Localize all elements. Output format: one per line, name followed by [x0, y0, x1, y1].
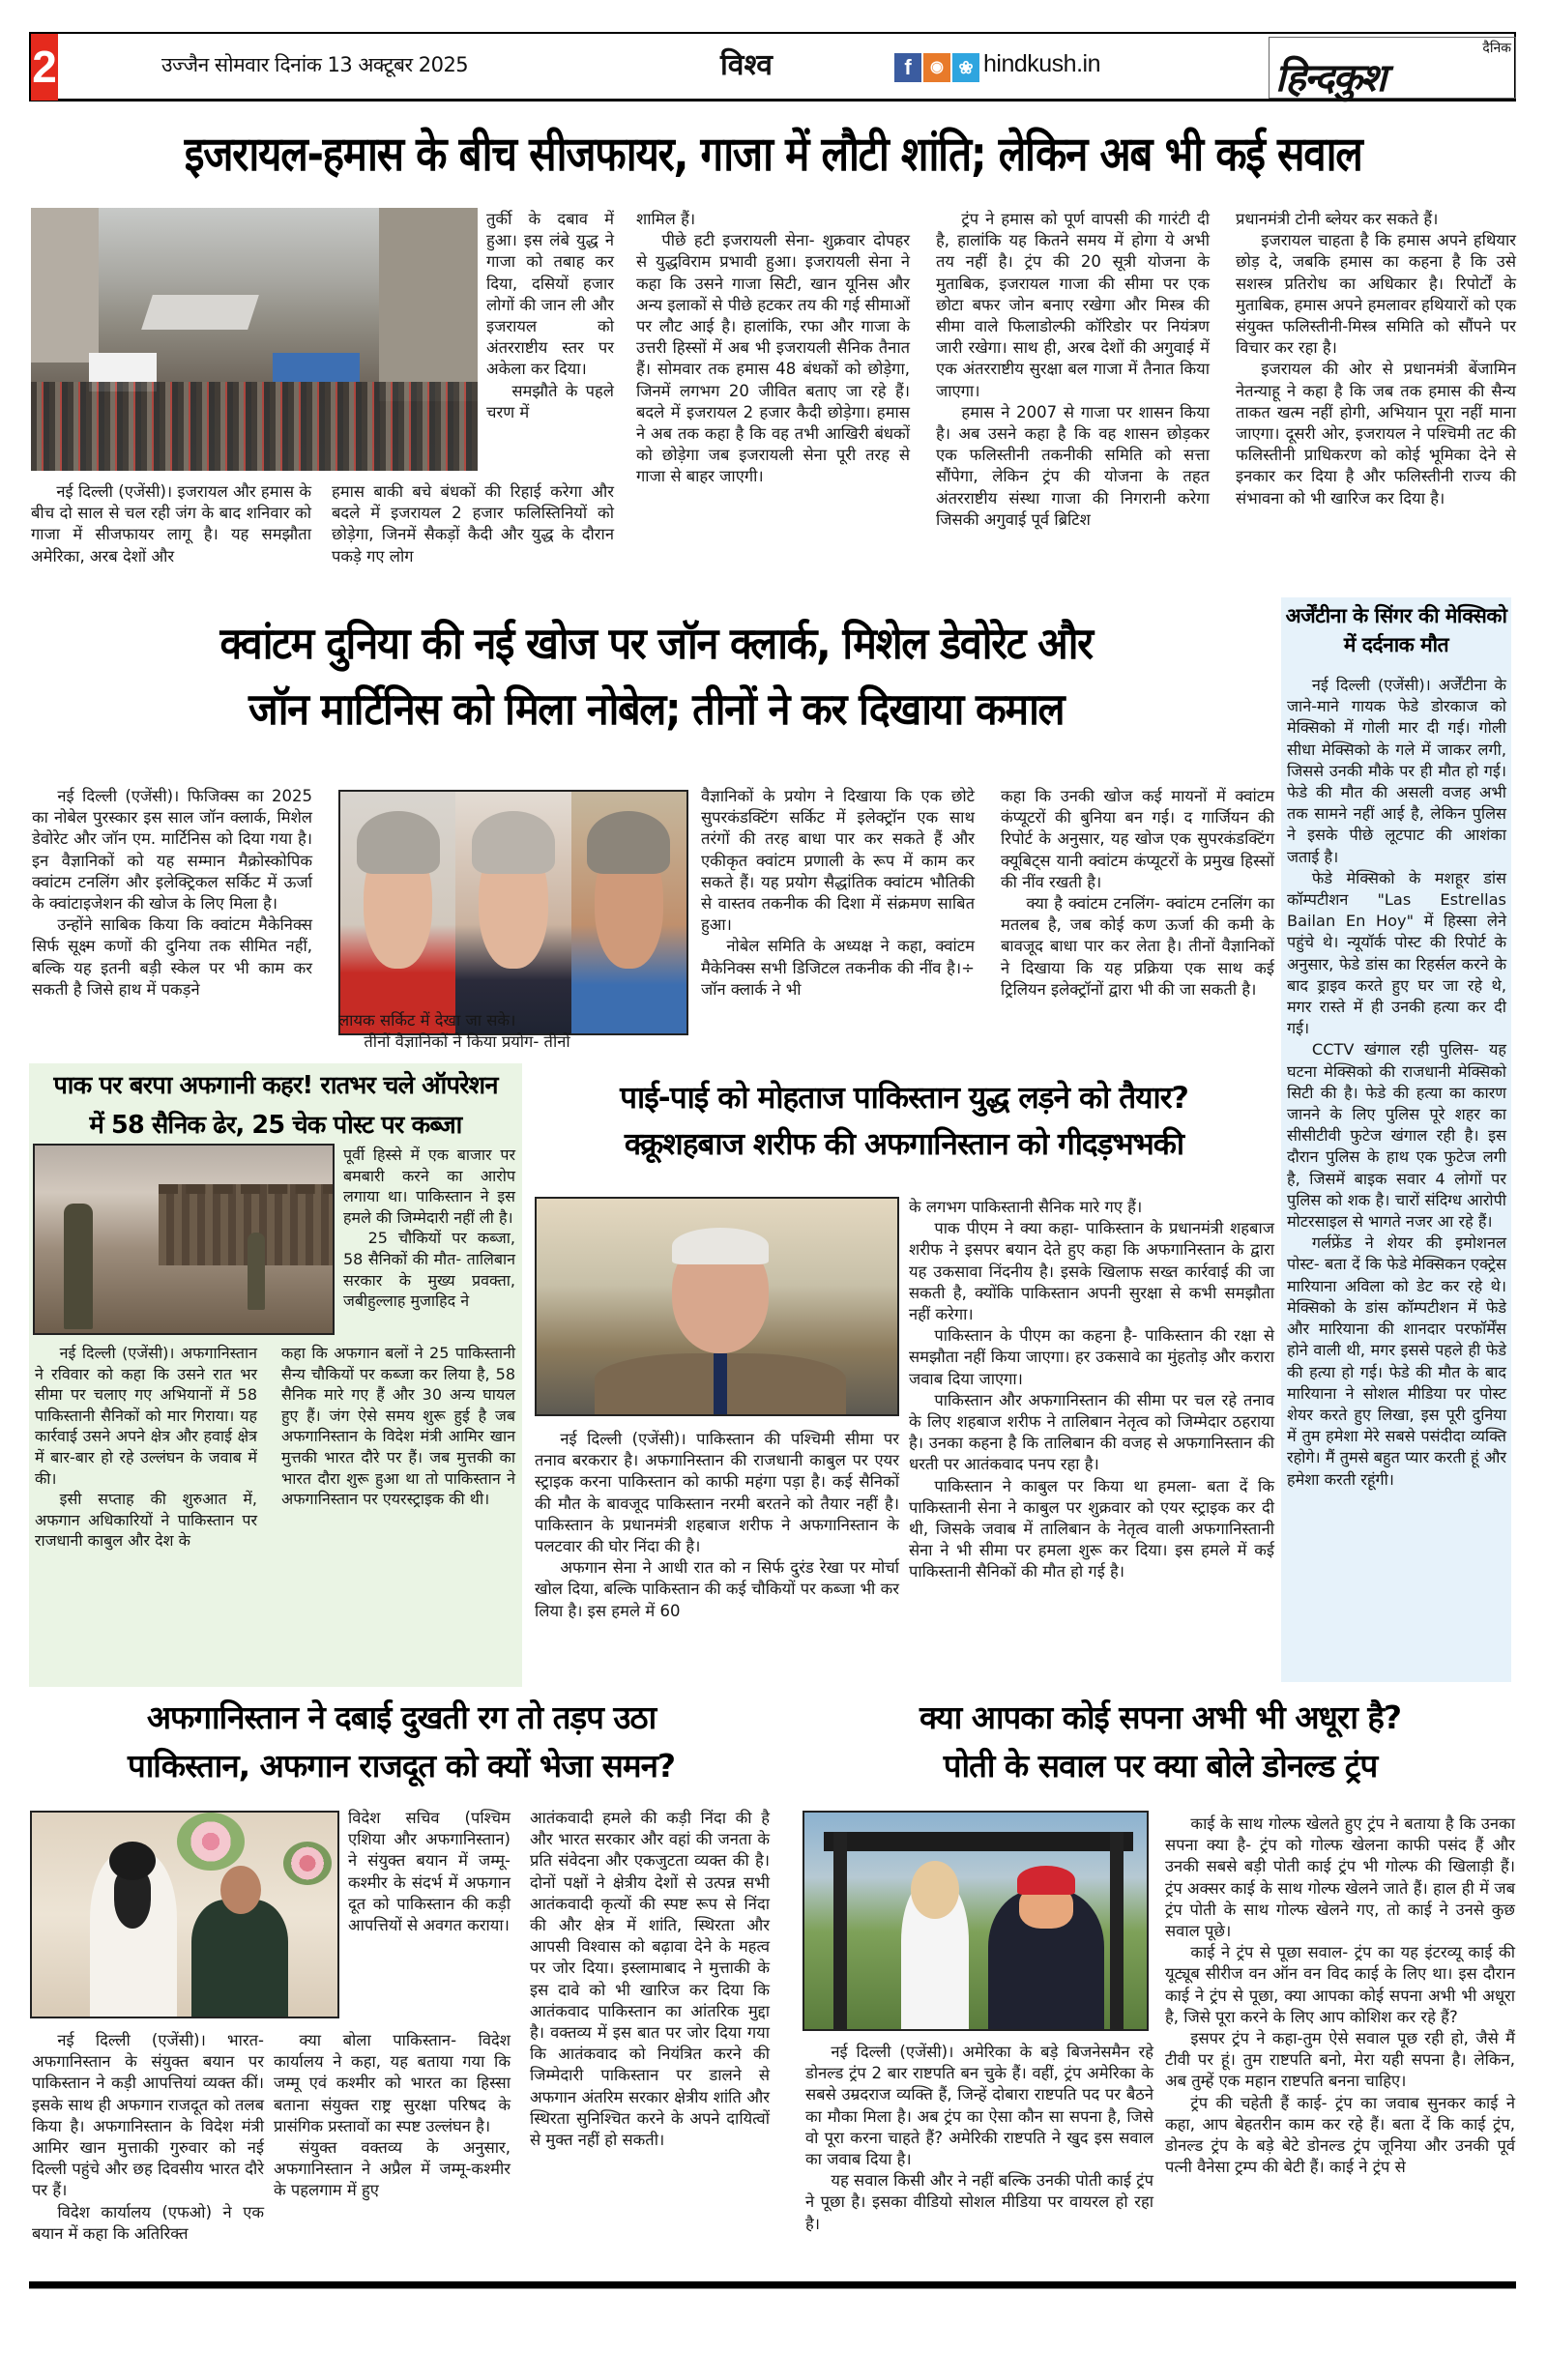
- afghan-attack-column: [35, 1343, 257, 1552]
- paragraph: नोबेल समिति के अध्यक्ष ने कहा, क्वांटम मैकेनिक्स सभी डिजिटल तकनीक की नींव है।÷ जॉन क्लार्क ने भी: [701, 937, 975, 999]
- paragraph: तीनों वैज्ञानिकों ने किया प्रयोग- तीनों: [364, 1032, 570, 1052]
- paragraph: पूर्वी हिस्से में एक बाजार पर बमबारी करने का आरोप लगाया था। पाकिस्तान ने इस हमले की जिम्मेदारी नहीं ली है।: [343, 1146, 515, 1227]
- paragraph: पाकिस्तान ने काबुल पर किया था हमला- बता दें कि पाकिस्तानी सेना ने काबुल पर शुक्रवार को एयर स्ट्राइक कर दी थी, जिसके जवाब में तालिबान के नेतृत्व वाली अफगानिस्तानी सेना ने भी सीमा पर हमला शुरू कर दिया। इस हमले में कई पाकिस्तानी सैनिकों की मौत हो गई है।: [909, 1476, 1274, 1582]
- nobel-column: [338, 1010, 688, 1053]
- logo-tagline: दैनिक: [1482, 41, 1511, 56]
- trump-column: [805, 2042, 1153, 2235]
- paragraph: समझौते के पहले चरण में: [486, 381, 614, 421]
- paragraph: इसपर ट्रंप ने कहा-तुम ऐसे सवाल पूछ रही हो, जैसे मैं टीवी पर हूं। तुम राष्टपति बनो, मेरा यही सपना है। लेकिन, अब तुम्हें एक महान राष्टपति बनना चाहिए।: [1165, 2029, 1515, 2091]
- dateline: उज्जैन सोमवार दिनांक 13 अक्टूबर 2025: [161, 53, 469, 76]
- paragraph: नई दिल्ली (एजेंसी)। भारत-अफगानिस्तान के संयुक्त बयान पर पाकिस्तान ने कड़ी आपत्तियां व्यक्त कीं। इसके साथ ही अफगान राजदूत को तलब किया है। अफगानिस्तान के विदेश मंत्री आमिर खान मुत्ताकी गुरुवार को नई दिल्ली पहुंचे और छह दिवसीय भारत दौरे पर हैं।: [32, 2031, 264, 2200]
- facebook-icon[interactable]: f: [894, 53, 921, 82]
- paragraph: उन्होंने साबिक किया कि क्वांटम मैकेनिक्स सिर्फ सूक्ष्म कणों की दुनिया तक सीमित नहीं, बल्कि यह इतनी बड़ी स्केल पर भी काम कर सकती है जिसे हाथ में पकड़ने: [32, 915, 312, 999]
- gaza-column: [1236, 209, 1516, 509]
- headline-line: पोती के सवाल पर क्या बोले डोनल्ड ट्रंप: [943, 1747, 1378, 1785]
- paragraph: इजरायल की ओर से प्रधानमंत्री बेंजामिन नेतन्याहू ने कहा है कि जब तक हमास की सैन्य ताकत खत्म नहीं होगी, अभियान पूरा नहीं माना जाएगा। दूसरी ओर, इजरायल ने पश्चिमी तट की फलिस्तीनी प्राधिकरण को कोई भूमिका देने से इनकार कर दिया है और फलिस्तीनी राज्य की संभावना को भी खारिज कर दिया है।: [1236, 360, 1516, 508]
- paragraph: 25 चौकियों पर कब्जा, 58 सैनिकों की मौत- तालिबान सरकार के मुख्य प्रवक्ता, जबीहुल्लाह मुजाहिद ने: [343, 1229, 515, 1311]
- headline-line: जॉन मार्टिनिस को मिला नोबेल; तीनों ने कर दिखाया कमाल: [248, 683, 1065, 735]
- paragraph: ट्रंप ने हमास को पूर्ण वापसी की गारंटी दी है, हालांकि यह कितने समय में होगा ये अभी तय नहीं है। ट्रंप की 20 सूत्री योजना के मुताबिक, इजरायल गाजा की सीमा पर एक छोटा बफर जोन बनाए रखेगा और मिस्त्र की सीमा वाले फिलाडोल्फी कॉरिडोर पर नियंत्रण जारी रखेगा। साथ ही, अरब देशों की अगुवाई में एक अंतरराष्टीय सुरक्षा बल गाजा में तैनात किया जाएगा।: [936, 210, 1210, 400]
- paragraph: वैज्ञानिकों के प्रयोग ने दिखाया कि एक छोटे सुपरकंडक्टिंग सर्किट में इलेक्ट्रॉन एक साथ तरंगों की तरह बाधा पार कर सकते हैं और एकीकृत क्वांटम प्रणाली के रूप में काम कर सकते हैं। यह प्रयोग सैद्धांतिक क्वांटम भौतिकी से वास्तव तकनीक की दिशा में संक्रमण साबित हुआ।: [701, 787, 975, 935]
- pakistan-column: [535, 1429, 899, 1622]
- paragraph: नई दिल्ली (एजेंसी)। अफगानिस्तान ने रविवार को कहा कि उसने रात भर सीमा पर चलाए गए अभियानों में 58 पाकिस्तानी सैनिकों को मार गिराया। यह कार्रवाई उसने अपने क्षेत्र और हवाई क्षेत्र में बार-बार हो रहे उल्लंघन के जवाब में की।: [35, 1344, 257, 1488]
- gaza-column: [486, 209, 614, 423]
- rss-icon[interactable]: ◉: [923, 53, 950, 82]
- paragraph: नई दिल्ली (एजेंसी)। फिजिक्स का 2025 का नोबेल पुरस्कार इस साल जॉन क्लार्क, मिशेल डेवोरेट और जॉन एम. मार्टिनिस को दिया गया है। इन वैज्ञानिकों को यह सम्मान मैक्रोस्कोपिक क्वांटम टनलिंग और इलेक्ट्रिकल सर्किट में ऊर्जा के क्वांटाइजेशन की खोज के लिए मिला है।: [32, 787, 312, 914]
- paragraph: काई के साथ गोल्फ खेलते हुए ट्रंप ने बताया है कि उनका सपना क्या है- ट्रंप को गोल्फ खेलना काफी पसंद हैं और उनकी सबसे बड़ी पोती काई ट्रंप भी गोल्फ की खिलाड़ी हैं। ट्रंप अक्सर काई के साथ गोल्फ खेलने जाते हैं। हाल ही में जब ट्रंप पोती के साथ गोल्फ खेलने गए, तो काई ने उनसे कुछ सवाल पूछे।: [1165, 1814, 1515, 1941]
- headline-line: क्या आपका कोई सपना अभी भी अधूरा है?: [919, 1698, 1402, 1736]
- headline-line: अफगानिस्तान ने दबाई दुखती रग तो तड़प उठा: [146, 1698, 657, 1736]
- afghan-attack-column: [343, 1145, 515, 1312]
- paragraph: नई दिल्ली (एजेंसी)। इजरायल और हमास के बीच दो साल से चल रही जंग के बाद शनिवार को गाजा में सीजफायर लागू है। यह समझौता अमेरिका, अरब देशों और: [31, 482, 311, 566]
- paragraph: विदेश सचिव (पश्चिम एशिया और अफगानिस्तान) ने संयुक्त बयान में जम्मू-कश्मीर के संदर्भ में अफगान दूत को पाकिस्तान की कड़ी आपत्तियों से अवगत कराया।: [348, 1809, 511, 1935]
- shehbaz-sharif-photo: [535, 1197, 899, 1416]
- headline-line: पाक पर बरपा अफगानी कहर! रातभर चले ऑपरेशन: [53, 1071, 498, 1100]
- argentina-headline: अर्जेंटीना के सिंगर की मेक्सिको में दर्दनाक मौत: [1285, 604, 1507, 656]
- paragraph: पाकिस्तान के पीएम का कहना है- पाकिस्तान की रक्षा से समझौता नहीं किया जाएगा। हर उकसावे का मुंहतोड़ और करारा जवाब दिया जाएगा।: [909, 1326, 1274, 1388]
- page-number: 2: [31, 34, 58, 101]
- paragraph: शामिल हैं।: [636, 210, 696, 228]
- paragraph: नई दिल्ली (एजेंसी)। अमेरिका के बड़े बिजनेसमैन रहे डोनल्ड ट्रंप 2 बार राष्टपति बन चुके हैं। वहीं, ट्रंप अमेरिका के सबसे उम्रदराज व्यक्ति हैं, जिन्हें दोबारा राष्टपति पद पर बैठने का मौका मिला है। अब ट्रंप का ऐसा कौन सा सपना है, जिसे वो पूरा करना चाहते हैं? अमेरिकी राष्टपति ने खुद इस सवाल का जवाब दिया है।: [805, 2043, 1153, 2169]
- headline-line: क्क्रूशहबाज शरीफ की अफगानिस्तान को गीदड़भभकी: [624, 1127, 1184, 1162]
- paragraph: आतंकवादी हमले की कड़ी निंदा की है और भारत सरकार और वहां की जनता के प्रति संवेदना और एकजुटता व्यक्त की है। दोनों पक्षों ने क्षेत्रीय देशों से उत्पन्न सभी आतंकवादी कृत्यों की स्पष्ट रूप से निंदा की और क्षेत्र में शांति, स्थिरता और आपसी विश्वास को बढ़ावा देने के महत्व पर जोर दिया। इस्लामाबाद ने मुत्ताकी के इस दावे को भी खारिज कर दिया कि आतंकवाद पाकिस्तान का आंतरिक मुद्दा है। वक्तव्य में इस बात पर जोर दिया गया कि आतंकवाद को नियंत्रित करने की जिम्मेदारी पाकिस्तान पर डालने से अफगान अंतरिम सरकार क्षेत्रीय शांति और स्थिरता सुनिश्चित करने के अपने दायित्वों से मुक्त नहीं हो सकती।: [530, 1809, 770, 2150]
- paragraph: यह सवाल किसी और ने नहीं बल्कि उनकी पोती काई ट्रंप ने पूछा है। इसका वीडियो सोशल मीडिया पर वायरल हो रहा है।: [805, 2171, 1153, 2233]
- pakistan-headline: [522, 1075, 1286, 1168]
- gaza-headline: इजरायल-हमास के बीच सीजफायर, गाजा में लौटी शांति; लेकिन अब भी कई सवाल: [184, 127, 1362, 182]
- nobel-column: [32, 786, 312, 1001]
- gaza-column: [636, 209, 910, 488]
- paragraph: तुर्की के दबाव में हुआ। इस लंबे युद्ध ने गाजा को तबाह कर दिया, दसियों हजार लोगों की जान ली और इजरायल को अंतरराष्टीय स्तर पर अकेला कर दिया।: [486, 210, 614, 379]
- afghan-attack-column: [281, 1343, 515, 1510]
- paragraph: काई ने ट्रंप से पूछा सवाल- ट्रंप का यह इंटरव्यू काई की यूट्यूब सीरीज वन ऑन वन विद काई के लिए था। इस दौरान काई ने ट्रंप से पूछा, क्या आपका कोई सपना अभी भी अधूरा है, जिसे पूरा करने के लिए आप कोशिश कर रहे हैं?: [1165, 1943, 1515, 2026]
- section-label: विश्व: [720, 48, 773, 82]
- envoy-column: [348, 1808, 511, 1936]
- paragraph: क्या है क्वांटम टनलिंग- क्वांटम टनलिंग का मतलब है, जब कोई कण ऊर्जा की कमी के बावजूद बाधा पार कर लेता है। तीनों वैज्ञानिकों ने दिखाया कि यह प्रक्रिया एक साथ कई ट्रिलियन इलेक्ट्रॉनों द्वारा भी की जा सकती है।: [1001, 894, 1274, 999]
- nobel-column: [701, 786, 975, 1001]
- paragraph: संयुक्त वक्तव्य के अनुसार, अफगानिस्तान ने अप्रैल में जम्मू-कश्मीर के पहलगाम में हुए: [274, 2138, 511, 2200]
- bottom-rule: [29, 2281, 1516, 2289]
- paragraph: फेडे मेक्सिको के मशहूर डांस कॉम्पटीशन "Las Estrellas Bailan En Hoy" में हिस्सा लेने पहुंचे थे। न्यूयॉर्क पोस्ट की रिपोर्ट के अनुसार, फेडे डांस का रिहर्सल करने के बाद ड्राइव करते हुए घर जा रहे थे, मगर रास्ते में ही उनकी हत्या कर दी गई।: [1287, 868, 1506, 1038]
- laureate-portrait: [455, 792, 570, 1033]
- paragraph: इजरायल चाहता है कि हमास अपने हथियार छोड़ दे, जबकि हमास का कहना है कि उसे सशस्त्र प्रतिरोध का अधिकार है। रिपोर्टों के मुताबिक, हमास अपने हमलावर हथियारों को एक संयुक्त फलिस्तीनी-मिस्त्र समिति को सौंपने पर विचार कर रहा है।: [1236, 231, 1516, 358]
- paragraph: इसी सप्ताह की शुरुआत में, अफगान अधिकारियों ने पाकिस्तान पर राजधानी काबुल और देश के: [35, 1490, 257, 1551]
- paragraph: के लगभग पाकिस्तानी सैनिक मारे गए हैं।: [909, 1198, 1143, 1216]
- nobel-column: [1001, 786, 1274, 1001]
- gaza-column: [936, 209, 1210, 531]
- headline-line: क्वांटम दुनिया की नई खोज पर जॉन क्लार्क, मिशेल डेवोरेट और: [219, 618, 1093, 669]
- paragraph: क्या बोला पाकिस्तान- विदेश कार्यालय ने कहा, यह बताया गया कि जम्मू एवं कश्मीर को भारत का हिस्सा बताना संयुक्त राष्ट्र सुरक्षा परिषद के प्रासंगिक प्रस्तावों का स्पष्ट उल्लंघन है।: [274, 2031, 511, 2135]
- paragraph: कहा कि अफगान बलों ने 25 पाकिस्तानी सैन्य चौकियों पर कब्जा कर लिया है, 58 सैनिक मारे गए हैं और 30 अन्य घायल हुए हैं। जंग ऐसे समय शुरू हुई है जब अफगानिस्तान के विदेश मंत्री आमिर खान मुत्तकी भारत दौरे पर हैं। जब मुत्तकी का भारत दौरा शुरू हुआ था तो पाकिस्तान ने अफगानिस्तान पर एयरस्ट्राइक की थी।: [281, 1344, 515, 1509]
- paragraph: नई दिल्ली (एजेंसी)। अर्जेंटीना के जाने-माने गायक फेडे डोरकाज को मेक्सिको में गोली मार दी गई। गोली सीधा मेक्सिको के गले में जाकर लगी, जिससे उनकी मौके पर ही मौत हो गई। फेडे की मौत की असली वजह अभी तक सामने नहीं आई है, लेकिन पुलिस ने इसके पीछे लूटपाट की आशंका जताई है।: [1287, 676, 1506, 866]
- paragraph: कहा कि उनकी खोज कई मायनों में क्वांटम कंप्यूटरों की बुनिया बन गई। द गार्जियन की रिपोर्ट के अनुसार, यह खोज एक सुपरकंडक्टिंग क्यूबिट्स यानी क्वांटम कंप्यूटरों के प्रमुख हिस्सों की नींव रखती है।: [1001, 787, 1274, 891]
- headline-line: में 58 सैनिक ढेर, 25 चेक पोस्ट पर कब्जा: [89, 1111, 462, 1140]
- paragraph: विदेश कार्यालय (एफओ) ने एक बयान में कहा कि अतिरिक्त: [32, 2202, 264, 2243]
- envoy-column: [530, 1808, 770, 2151]
- paragraph: पाकिस्तान और अफगानिस्तान की सीमा पर चल रहे तनाव के लिए शहबाज शरीफ ने तालिबान नेतृत्व को जिम्मेदार ठहराया है। उनका कहना है कि तालिबान की वजह से अफगानिस्तान की धरती पर आतंकवाद पनप रहा है।: [909, 1390, 1274, 1474]
- logo-wordmark: हिन्दकुश: [1275, 55, 1386, 101]
- paragraph: प्रधानमंत्री टोनी ब्लेयर कर सकते हैं।: [1236, 210, 1439, 228]
- gaza-market-photo: [31, 208, 478, 471]
- trump-column: [1165, 1814, 1515, 2178]
- masthead: [29, 32, 1516, 102]
- border-post-photo: [33, 1144, 335, 1335]
- paragraph: गर्लफ्रेंड ने शेयर की इमोशनल पोस्ट- बता दें कि फेडे मेक्सिकन एक्ट्रेस मारियाना अविला को डेट कर रहे थे। मेक्सिको के डांस कॉम्पटीशन में फेडे और मारियाना की शानदार परफॉर्मेंस होने वाली थी, मगर इससे पहले ही फेडे की हत्या हो गई। फेडे की मौत के बाद मारियाना ने सोशल मीडिया पर पोस्ट शेयर करते हुए लिखा, इस पूरी दुनिया में तुम हमेशा मेरे सबसे पसंदीदा व्यक्ति रहोगे। मैं तुमसे बहुत प्यार करती हूं और हमेशा करती रहूंगी।: [1287, 1234, 1506, 1489]
- paragraph: अफगान सेना ने आधी रात को न सिर्फ दुरंड रेखा पर मोर्चा खोल दिया, बल्कि पाकिस्तान की कई चौकियों पर कब्जा भी कर लिया है। इस हमले में 60: [535, 1558, 899, 1620]
- laureate-portrait: [340, 792, 455, 1033]
- trump-golf-cart-photo: [803, 1811, 1149, 2031]
- website-link[interactable]: hindkush.in: [983, 50, 1100, 77]
- nobel-laureates-photo: [338, 790, 688, 1035]
- headline-line: पाकिस्तान, अफगान राजदूत को क्यों भेजा समन?: [127, 1747, 676, 1785]
- ministers-handshake-photo: [30, 1811, 339, 2018]
- nobel-headline: [29, 611, 1283, 742]
- envoy-column: [274, 2030, 511, 2202]
- laureate-portrait: [571, 792, 686, 1033]
- paragraph: लायक सर्किट में देखा जा सके।: [338, 1011, 516, 1030]
- paragraph: पीछे हटी इजरायली सेना- शुक्रवार दोपहर से युद्धविराम प्रभावी हुआ। इजरायली सेना ने कहा कि उसने गाजा सिटी, खान यूनिस और अन्य इलाकों से पीछे हटकर तय की गई सीमाओं पर लौट आई है। हालांकि, रफा और गाजा के उत्तरी हिस्सों में अब भी इजरायली सैनिक तैनात हैं। सोमवार तक हमास 48 बंधकों को छोड़ेगा, जिनमें लगभग 20 जीवित बताए जा रहे हैं। बदले में इजरायल 2 हजार कैदी छोड़ेगा। हमास ने अब तक कहा है कि वह तभी आखिरी बंधकों को छोड़ेगा जब इजरायली सेना पूरी तरह से गाजा से बाहर जाएगी।: [636, 231, 910, 486]
- argentina-body: [1287, 675, 1506, 1491]
- twitter-icon[interactable]: ❀: [952, 53, 979, 82]
- newspaper-logo: [1269, 37, 1516, 99]
- envoy-column: [32, 2030, 264, 2245]
- envoy-headline: [29, 1694, 774, 1790]
- headline-line: पाई-पाई को मोहताज पाकिस्तान युद्ध लड़ने को तैयार?: [620, 1081, 1188, 1116]
- paragraph: ट्रंप की चहेती हैं काई- ट्रंप का जवाब सुनकर काई ने कहा, आप बेहतरीन काम कर रहे हैं। बता दें कि काई ट्रंप, डोनल्ड ट्रंप के बड़े बेटे डोनल्ड ट्रंप जूनिया और उनकी पूर्व पत्नी वैनेसा ट्रम्प की बेटी हैं। काई ने ट्रंप से: [1165, 2093, 1515, 2177]
- paragraph: नई दिल्ली (एजेंसी)। पाकिस्तान की पश्चिमी सीमा पर तनाव बरकरार है। अफगानिस्तान की राजधानी काबुल पर एयर स्ट्राइक करना पाकिस्तान को काफी महंगा पड़ा है। कई सैनिकों की मौत के बावजूद पाकिस्तान नरमी बरतने को तैयार नहीं है। पाकिस्तान के प्रधानमंत्री शहबाज शरीफ ने अफगानिस्तान के पलटवार की घोर निंदा की है।: [535, 1430, 899, 1556]
- trump-headline: [774, 1694, 1547, 1790]
- pakistan-column: [909, 1197, 1274, 1583]
- paragraph: CCTV खंगाल रही पुलिस- यह घटना मेक्सिको की राजधानी मेक्सिको सिटी की है। फेडे की हत्या का कारण जानने के लिए पुलिस पूरे शहर का सीसीटीवी फुटेज खंगाल रही है। इस दौरान पुलिस के हाथ एक फुटेज लगी है, जिसमें बाइक सवार 4 लोगों पर पुलिस को शक है। चारों संदिग्ध आरोपी मोटरसाइल से भागते नजर आ रहे हैं।: [1287, 1040, 1506, 1232]
- gaza-column: [31, 481, 311, 567]
- gaza-column: [332, 481, 614, 567]
- paragraph: पाक पीएम ने क्या कहा- पाकिस्तान के प्रधानमंत्री शहबाज शरीफ ने इसपर बयान देते हुए कहा कि अफगानिस्तान के द्वारा यह उकसावा निंदनीय है। इसके खिलाफ सख्त कार्रवाई की जा सकती है, क्योंकि पाकिस्तान अपनी सुरक्षा से कभी समझौता नहीं करेगा।: [909, 1219, 1274, 1324]
- paragraph: हमास बाकी बचे बंधकों की रिहाई करेगा और बदले में इजरायल 2 हजार फलिस्तिनियों को छोड़ेगा, जिनमें सैकड़ों कैदी और युद्ध के दौरान पकड़े गए लोग: [332, 482, 614, 566]
- afghan-attack-headline: [29, 1066, 522, 1146]
- paragraph: हमास ने 2007 से गाजा पर शासन किया है। अब उसने कहा है कि वह शासन छोड़कर एक फलिस्तीनी तकनीकी समिति को सत्ता सौंपेगा, लेकिन ट्रंप की योजना के तहत अंतरराष्टीय संस्था गाजा की निगरानी करेगा जिसकी अगुवाई पूर्व ब्रिटिश: [936, 402, 1210, 529]
